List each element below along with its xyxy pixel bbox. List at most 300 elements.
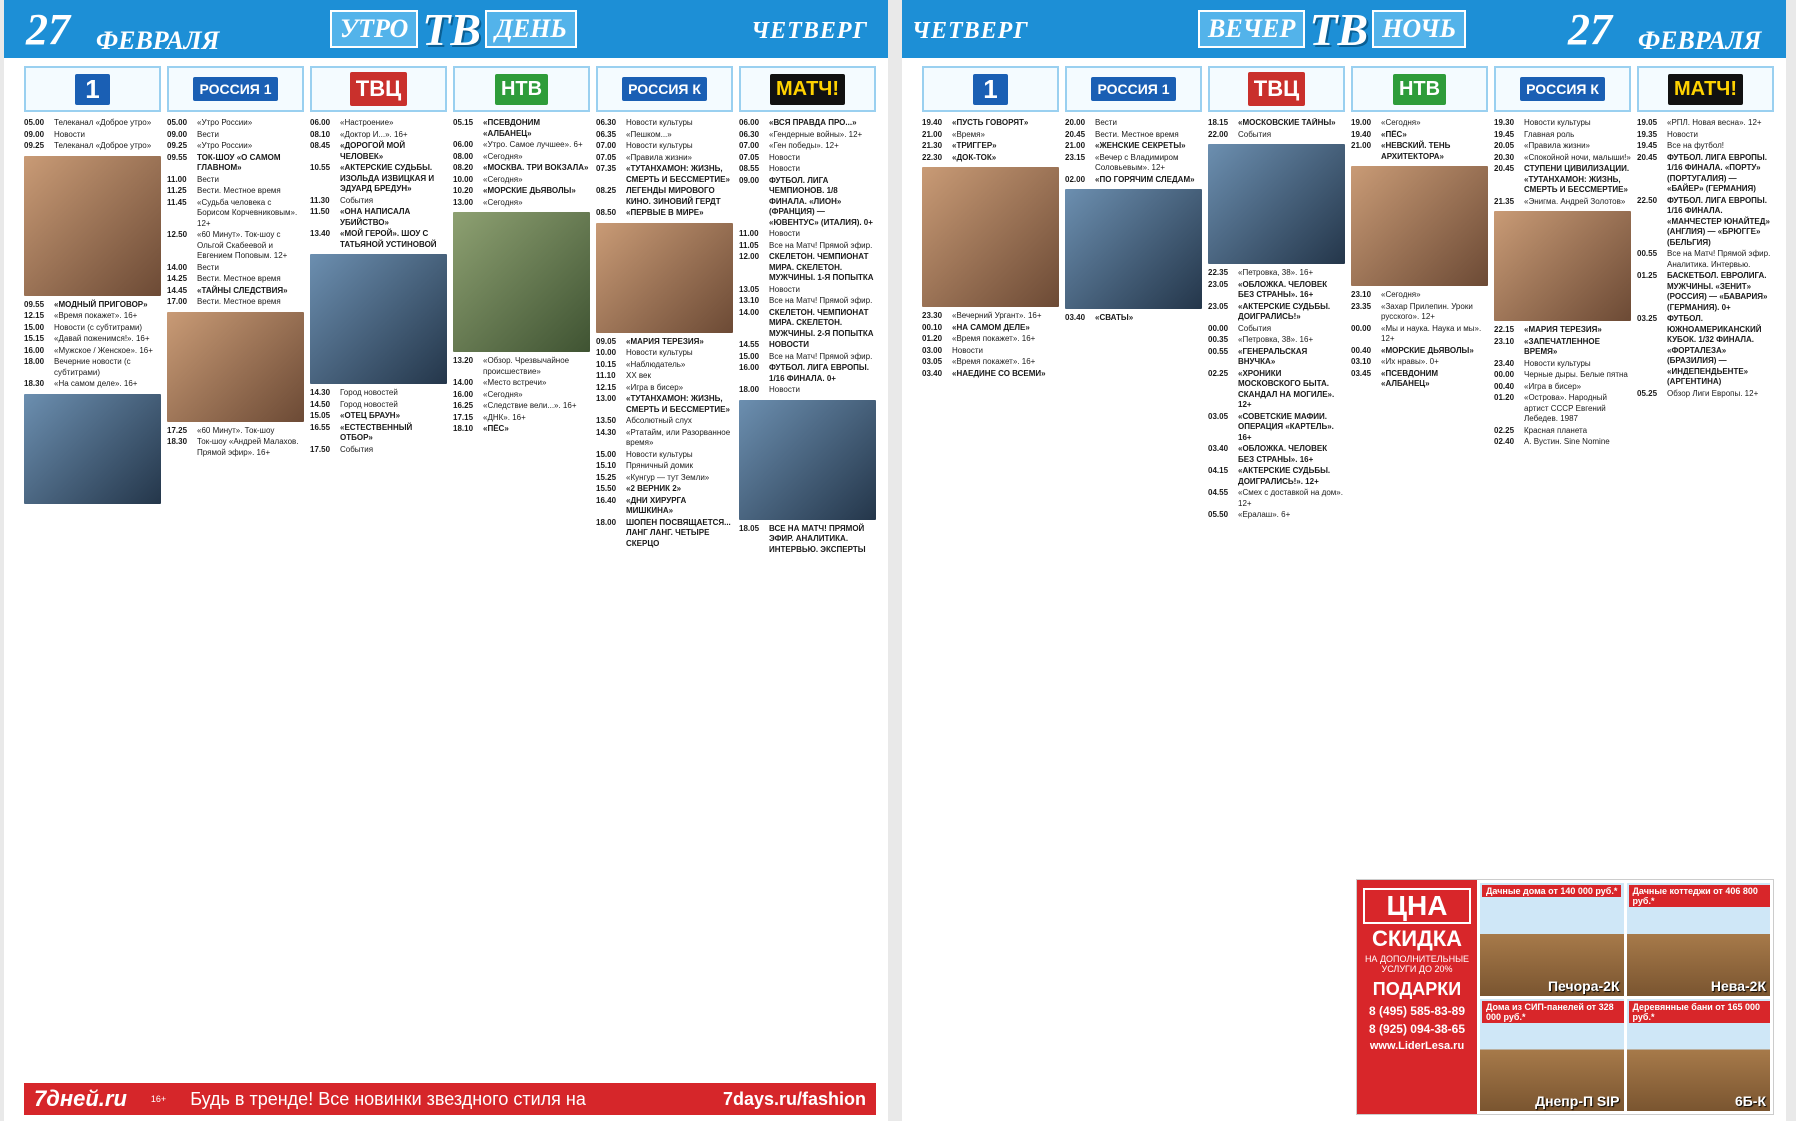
- program-list: [1065, 118, 1202, 873]
- channel-logo: РОССИЯ 1: [1065, 66, 1202, 112]
- program-row: [739, 285, 876, 296]
- program-time: 15.00: [24, 322, 45, 332]
- channel-logo: НТВ: [453, 66, 590, 112]
- program-row: [310, 229, 447, 250]
- program-row: [739, 340, 876, 351]
- program-title: «Настроение»: [340, 118, 394, 127]
- program-time: 23.15: [1065, 152, 1086, 162]
- logo-right-word: НОЧЬ: [1372, 10, 1466, 48]
- program-time: 03.05: [1208, 411, 1229, 421]
- program-time: 12.15: [596, 382, 617, 392]
- date-month: ФЕВРАЛЯ: [96, 26, 220, 55]
- program-row: [24, 323, 161, 334]
- house-builder-ad[interactable]: [1356, 879, 1774, 1115]
- channel-column: [310, 66, 447, 1061]
- program-title: «Вечерний Ургант». 16+: [952, 311, 1042, 320]
- program-title: «2 ВЕРНИК 2»: [626, 484, 682, 493]
- program-time: 04.15: [1208, 466, 1229, 475]
- program-row: [1208, 466, 1345, 487]
- program-title: «Время покажет». 16+: [952, 334, 1036, 343]
- program-title: Новости: [769, 164, 800, 173]
- program-time: 03.45: [1351, 368, 1372, 378]
- program-time: 14.55: [739, 340, 760, 349]
- program-row: [1494, 437, 1631, 448]
- logo-right-word: ДЕНЬ: [485, 10, 577, 48]
- program-row: [167, 286, 304, 297]
- program-title: Вести: [1095, 118, 1117, 127]
- program-title: «Мужское / Женское». 16+: [54, 345, 153, 355]
- bottom-link[interactable]: 7days.ru/fashion: [722, 1088, 866, 1109]
- program-row: [1208, 302, 1345, 323]
- program-time: 13.40: [310, 229, 331, 238]
- program-title: «Правила жизни»: [1524, 141, 1590, 150]
- program-title: БАСКЕТБОЛ. ЕВРОЛИГА. МУЖЧИНЫ. «ЗЕНИТ» (РОССИЯ) — «БАВАРИЯ» (ГЕРМАНИЯ). 0+: [1667, 271, 1768, 312]
- program-title: «Сегодня»: [483, 151, 523, 161]
- program-time: 18.00: [24, 357, 45, 366]
- program-title: «РПЛ. Новая весна». 12+: [1667, 118, 1762, 127]
- program-time: 00.35: [1208, 335, 1229, 344]
- program-row: [1065, 313, 1202, 324]
- program-row: [596, 518, 733, 550]
- program-row: [453, 186, 590, 197]
- program-time: 13.05: [739, 284, 760, 294]
- program-row: [453, 140, 590, 151]
- program-time: 19.00: [1351, 118, 1372, 127]
- program-time: 03.40: [1065, 313, 1086, 322]
- program-row: [1637, 389, 1774, 400]
- program-title: «Давай поженимся!». 16+: [54, 334, 150, 343]
- program-time: 09.05: [596, 336, 617, 346]
- program-title: «Вечер с Владимиром Соловьевым». 12+: [1095, 152, 1179, 172]
- program-row: [1494, 337, 1631, 358]
- program-photo: [24, 394, 161, 504]
- program-title: ФУТБОЛ. ЛИГА ЕВРОПЫ. 1/16 ФИНАЛА. «ПОРТУ» (ПОРТУГАЛИЯ) — «БАЙЕР» (ГЕРМАНИЯ): [1667, 152, 1767, 193]
- program-title: «Сегодня»: [483, 197, 523, 207]
- ad-subline: НА ДОПОЛНИТЕЛЬНЫЕ УСЛУГИ ДО 20%: [1364, 954, 1470, 974]
- program-time: 08.00: [453, 151, 474, 161]
- program-title: «ОТЕЦ БРАУН»: [340, 411, 401, 420]
- channel-column: [1637, 66, 1774, 873]
- program-title: «Спокойной ночи, малыши!»: [1524, 152, 1631, 162]
- program-title: Все на Матч! Прямой эфир.: [769, 296, 873, 305]
- program-row: [1351, 290, 1488, 301]
- program-title: ЛЕГЕНДЫ МИРОВОГО КИНО. ЗИНОВИЙ ГЕРДТ: [626, 186, 721, 206]
- program-title: «Ртатайм, или Разорванное время»: [626, 427, 731, 447]
- program-title: ВСЕ НА МАТЧ! ПРЯМОЙ ЭФИР. АНАЛИТИКА. ИНТЕРВЬЮ. ЭКСПЕРТЫ: [769, 523, 866, 554]
- program-time: 04.55: [1208, 488, 1229, 497]
- program-row: [739, 308, 876, 340]
- program-time: 07.05: [739, 152, 760, 162]
- bottom-ad-strip: [24, 1083, 876, 1115]
- program-row: [922, 369, 1059, 380]
- program-time: 09.55: [24, 299, 45, 309]
- program-title: Вести. Местное время: [1095, 129, 1179, 139]
- program-row: [1637, 118, 1774, 129]
- program-time: 18.30: [24, 379, 45, 388]
- program-title: Новости: [1667, 129, 1698, 139]
- program-row: [310, 163, 447, 195]
- right-header-bar: [902, 0, 1786, 58]
- program-time: 15.15: [24, 334, 45, 343]
- channel-logo: РОССИЯ К: [596, 66, 733, 112]
- date-month: ФЕВРАЛЯ: [1638, 26, 1762, 55]
- program-title: Все на Матч! Прямой эфир.: [769, 240, 873, 250]
- channel-column: [1208, 66, 1345, 873]
- program-time: 06.30: [739, 129, 760, 139]
- program-time: 19.45: [1494, 129, 1515, 139]
- program-time: 03.25: [1637, 314, 1658, 323]
- program-title: «Петровка, 38». 16+: [1238, 335, 1314, 344]
- program-title: «ЖЕНСКИЕ СЕКРЕТЫ»: [1095, 141, 1186, 150]
- program-photo: [1494, 211, 1631, 321]
- program-title: Все на футбол!: [1667, 141, 1724, 150]
- program-row: [1637, 249, 1774, 270]
- house-card[interactable]: [1627, 999, 1771, 1112]
- tv-logo: [1198, 3, 1466, 55]
- program-row: [453, 118, 590, 139]
- program-row: [1065, 141, 1202, 152]
- program-row: [453, 163, 590, 174]
- program-time: 11.10: [596, 371, 616, 380]
- program-row: [596, 348, 733, 359]
- program-row: [922, 323, 1059, 334]
- program-title: «ПЕРВЫЕ В МИРЕ»: [626, 208, 704, 217]
- program-time: 12.00: [739, 252, 760, 261]
- program-row: [922, 357, 1059, 368]
- program-row: [1494, 141, 1631, 152]
- house-price-label: Дачные дома от 140 000 руб.*: [1482, 885, 1621, 897]
- program-time: 05.15: [453, 118, 474, 127]
- date-day: 27: [26, 5, 70, 54]
- program-time: 19.35: [1637, 129, 1658, 139]
- program-title: События: [340, 195, 374, 205]
- program-title: «Место встречи»: [483, 378, 547, 387]
- program-time: 16.00: [453, 389, 474, 399]
- program-row: [167, 263, 304, 274]
- program-title: «ГЕНЕРАЛЬСКАЯ ВНУЧКА»: [1238, 346, 1308, 366]
- program-time: 21.00: [1065, 141, 1086, 150]
- program-time: 16.00: [739, 363, 760, 372]
- program-time: 01.25: [1637, 271, 1658, 280]
- program-title: Вести. Местное время: [197, 297, 281, 306]
- channel-column: [24, 66, 161, 1061]
- house-card[interactable]: [1480, 999, 1624, 1112]
- program-row: [739, 385, 876, 396]
- house-card[interactable]: [1627, 883, 1771, 996]
- program-time: 10.55: [310, 163, 331, 172]
- program-time: 09.00: [739, 175, 760, 185]
- bottom-text: Будь в тренде! Все новинки звездного стиля на: [190, 1088, 586, 1109]
- ad-phone-1[interactable]: 8 (495) 585-83-89: [1368, 1004, 1466, 1018]
- program-title: Новости: [769, 385, 800, 394]
- program-row: [24, 311, 161, 322]
- program-row: [1494, 393, 1631, 425]
- program-title: А. Вустин. Sine Nomine: [1524, 437, 1610, 446]
- program-time: 14.30: [596, 427, 617, 437]
- program-row: [922, 346, 1059, 357]
- program-row: [167, 118, 304, 129]
- house-card[interactable]: [1480, 883, 1624, 996]
- program-time: 11.00: [167, 174, 187, 184]
- program-time: 02.00: [1065, 174, 1086, 184]
- program-row: [1494, 153, 1631, 164]
- program-title: «ПСЕВДОНИМ «АЛБАНЕЦ»: [1381, 368, 1439, 388]
- program-time: 19.30: [1494, 118, 1515, 127]
- program-title: Город новостей: [340, 388, 398, 397]
- program-title: «Острова». Народный артист СССР Евгений Лебедев. 1987: [1524, 393, 1607, 423]
- program-title: Новости культуры: [626, 348, 693, 357]
- program-time: 18.05: [739, 523, 760, 533]
- program-time: 05.25: [1637, 388, 1658, 398]
- program-row: [24, 334, 161, 345]
- program-time: 11.05: [739, 240, 759, 250]
- program-time: 14.50: [310, 399, 331, 409]
- age-rating: 16+: [150, 1094, 167, 1104]
- channel-column: [167, 66, 304, 1061]
- program-title: «Время покажет». 16+: [54, 311, 138, 320]
- program-title: «АКТЕРСКИЕ СУДЬБЫ. ДОИГРАЛИСЬ!»: [1238, 301, 1331, 321]
- program-title: ШОПЕН ПОСВЯЩАЕТСЯ... ЛАНГ ЛАНГ. ЧЕТЫРЕ СКЕРЦО: [626, 517, 731, 548]
- program-row: [596, 383, 733, 394]
- program-time: 08.45: [310, 141, 331, 150]
- program-row: [310, 400, 447, 411]
- house-price-label: Дачные коттеджи от 406 800 руб.*: [1629, 885, 1771, 907]
- program-time: 20.30: [1494, 152, 1515, 162]
- program-row: [739, 363, 876, 384]
- program-time: 09.00: [167, 129, 188, 139]
- program-time: 22.00: [1208, 129, 1229, 139]
- program-row: [1494, 164, 1631, 196]
- program-title: Новости: [769, 284, 800, 294]
- program-row: [1208, 335, 1345, 346]
- program-title: Главная роль: [1524, 129, 1575, 139]
- program-time: 07.00: [596, 141, 617, 150]
- program-time: 12.50: [167, 230, 188, 239]
- program-list: [1494, 118, 1631, 873]
- program-row: [24, 141, 161, 152]
- program-list: [24, 118, 161, 1061]
- program-time: 23.05: [1208, 301, 1229, 311]
- program-time: 23.35: [1351, 301, 1372, 311]
- program-time: 06.00: [739, 118, 760, 127]
- program-title: Обзор Лиги Европы. 12+: [1667, 388, 1759, 398]
- program-row: [1065, 130, 1202, 141]
- program-time: 14.00: [739, 307, 760, 317]
- program-title: «МАРИЯ ТЕРЕЗИЯ»: [1524, 325, 1602, 334]
- program-time: 14.00: [453, 378, 474, 387]
- program-time: 08.10: [310, 129, 331, 139]
- program-time: 20.45: [1065, 129, 1086, 139]
- program-time: 00.10: [922, 322, 943, 332]
- program-title: «СОВЕТСКИЕ МАФИИ. ОПЕРАЦИЯ «КАРТЕЛЬ». 16+: [1238, 411, 1334, 442]
- ad-phone-2[interactable]: 8 (925) 094-38-65: [1368, 1022, 1466, 1036]
- program-row: [453, 401, 590, 412]
- program-title: «ПЁС»: [1381, 129, 1407, 139]
- program-time: 00.40: [1351, 345, 1372, 355]
- program-row: [1208, 324, 1345, 335]
- program-time: 15.10: [596, 461, 617, 470]
- program-row: [1351, 346, 1488, 357]
- program-title: «МОЙ ГЕРОЙ». ШОУ С ТАТЬЯНОЙ УСТИНОВОЙ: [340, 229, 437, 249]
- program-row: [739, 229, 876, 240]
- ad-gift: ПОДАРКИ: [1372, 979, 1462, 999]
- program-time: 05.00: [167, 118, 188, 127]
- program-row: [453, 390, 590, 401]
- program-title: «ТУТАНХАМОН: ЖИЗНЬ, СМЕРТЬ И БЕССМЕРТИЕ»: [626, 394, 730, 414]
- program-row: [453, 198, 590, 209]
- program-time: 01.20: [922, 334, 943, 343]
- program-title: Вести: [197, 174, 219, 184]
- program-time: 07.00: [739, 141, 760, 150]
- program-time: 06.00: [453, 140, 474, 149]
- program-title: «Их нравы». 0+: [1381, 357, 1439, 366]
- program-row: [1637, 314, 1774, 388]
- program-row: [596, 461, 733, 472]
- program-title: «Сегодня»: [1381, 290, 1421, 299]
- program-title: «Судьба человека с Борисом Корчевниковым». 12+: [197, 197, 298, 228]
- program-title: Ток-шоу «Андрей Малахов. Прямой эфир». 16+: [197, 437, 299, 457]
- program-row: [1351, 130, 1488, 141]
- program-row: [1494, 197, 1631, 208]
- program-photo: [596, 223, 733, 333]
- channel-logo: МАТЧ!: [1637, 66, 1774, 112]
- program-time: 07.35: [596, 164, 617, 173]
- program-time: 21.00: [1351, 141, 1372, 150]
- program-time: 19.05: [1637, 118, 1658, 127]
- program-title: Новости: [952, 345, 983, 355]
- program-row: [1065, 175, 1202, 186]
- program-title: События: [340, 444, 374, 454]
- logo-tv: ТВ: [422, 3, 482, 55]
- channel-columns: [24, 66, 876, 1061]
- program-photo: [24, 156, 161, 296]
- program-time: 05.50: [1208, 510, 1229, 519]
- program-time: 17.50: [310, 444, 331, 454]
- program-time: 03.10: [1351, 357, 1372, 366]
- program-time: 18.30: [167, 437, 188, 446]
- program-title: «Игра в бисер»: [626, 382, 684, 392]
- program-row: [596, 208, 733, 219]
- program-row: [922, 141, 1059, 152]
- channel-column: [739, 66, 876, 1061]
- program-time: 00.00: [1351, 323, 1372, 333]
- program-title: «ТАЙНЫ СЛЕДСТВИЯ»: [197, 285, 288, 295]
- program-row: [1494, 325, 1631, 336]
- program-time: 08.50: [596, 208, 617, 217]
- program-time: 11.25: [167, 186, 187, 195]
- program-title: Все на Матч! Прямой эфир. Аналитика. Интервью.: [1667, 249, 1771, 269]
- program-title: Город новостей: [340, 399, 398, 409]
- program-list: [453, 118, 590, 1061]
- program-time: 10.00: [453, 174, 474, 184]
- program-title: «МОСКОВСКИЕ ТАЙНЫ»: [1238, 118, 1336, 127]
- program-time: 17.15: [453, 412, 474, 422]
- program-row: [596, 473, 733, 484]
- program-row: [1208, 444, 1345, 465]
- program-title: Вести. Местное время: [197, 274, 281, 283]
- program-row: [167, 153, 304, 174]
- program-time: 08.55: [739, 164, 760, 173]
- program-title: «Время»: [952, 129, 985, 139]
- program-title: «Утро России»: [197, 141, 253, 150]
- ad-house-grid: [1477, 880, 1773, 1114]
- program-row: [739, 241, 876, 252]
- ad-website[interactable]: www.LiderLesa.ru: [1369, 1040, 1465, 1052]
- program-title: «ДНИ ХИРУРГА МИШКИНА»: [626, 495, 687, 515]
- program-title: «ПО ГОРЯЧИМ СЛЕДАМ»: [1095, 174, 1195, 184]
- program-time: 10.00: [596, 348, 617, 357]
- program-title: ФУТБОЛ. ЛИГА ЧЕМПИОНОВ. 1/8 ФИНАЛА. «ЛИОН» (ФРАНЦИЯ) — «ЮВЕНТУС» (ИТАЛИЯ). 0+: [769, 175, 873, 227]
- program-title: ТОК-ШОУ «О САМОМ ГЛАВНОМ»: [197, 152, 281, 172]
- program-time: 17.00: [167, 297, 188, 306]
- program-time: 06.00: [310, 118, 331, 127]
- program-row: [596, 141, 733, 152]
- program-time: 11.00: [739, 229, 759, 238]
- program-time: 18.15: [1208, 118, 1229, 127]
- program-time: 16.00: [24, 345, 45, 355]
- program-time: 23.10: [1494, 336, 1515, 346]
- program-title: «60 Минут». Ток-шоу: [197, 425, 275, 435]
- program-row: [596, 416, 733, 427]
- program-title: «Время покажет». 16+: [952, 357, 1036, 366]
- channel-column: [596, 66, 733, 1061]
- program-time: 18.00: [739, 385, 760, 394]
- program-list: [1208, 118, 1345, 873]
- program-time: 02.25: [1494, 425, 1515, 435]
- program-row: [1351, 324, 1488, 345]
- program-row: [1351, 357, 1488, 368]
- program-row: [1494, 370, 1631, 381]
- program-row: [167, 175, 304, 186]
- program-row: [596, 496, 733, 517]
- program-time: 15.00: [739, 351, 760, 361]
- program-title: События: [1238, 129, 1272, 139]
- program-title: «Сегодня»: [1381, 118, 1421, 127]
- program-row: [310, 196, 447, 207]
- program-title: «Наблюдатель»: [626, 359, 686, 369]
- program-time: 22.35: [1208, 268, 1229, 277]
- program-time: 21.00: [922, 129, 943, 139]
- program-row: [1208, 130, 1345, 141]
- program-title: Новости культуры: [626, 449, 693, 459]
- program-time: 11.50: [310, 207, 330, 216]
- program-title: Абсолютный слух: [626, 416, 692, 425]
- program-row: [453, 175, 590, 186]
- program-row: [739, 252, 876, 284]
- program-title: События: [1238, 323, 1272, 333]
- program-row: [739, 153, 876, 164]
- program-title: Красная планета: [1524, 425, 1588, 435]
- program-title: ФУТБОЛ. ЛИГА ЕВРОПЫ. 1/16 ФИНАЛА. 0+: [769, 363, 869, 383]
- program-photo: [739, 400, 876, 520]
- program-time: 02.25: [1208, 368, 1229, 378]
- program-time: 09.25: [24, 141, 45, 150]
- program-list: [1637, 118, 1774, 873]
- program-row: [167, 274, 304, 285]
- channel-column: [1065, 66, 1202, 873]
- program-row: [310, 411, 447, 422]
- program-time: 20.45: [1494, 164, 1515, 173]
- program-row: [310, 423, 447, 444]
- program-time: 08.25: [596, 186, 617, 195]
- program-row: [1208, 347, 1345, 368]
- program-row: [453, 378, 590, 389]
- program-title: «ДНК». 16+: [483, 412, 526, 422]
- program-time: 03.40: [922, 368, 943, 378]
- ad-logo: ЦНА: [1363, 888, 1471, 924]
- program-time: 06.35: [596, 129, 617, 139]
- program-photo: [167, 312, 304, 422]
